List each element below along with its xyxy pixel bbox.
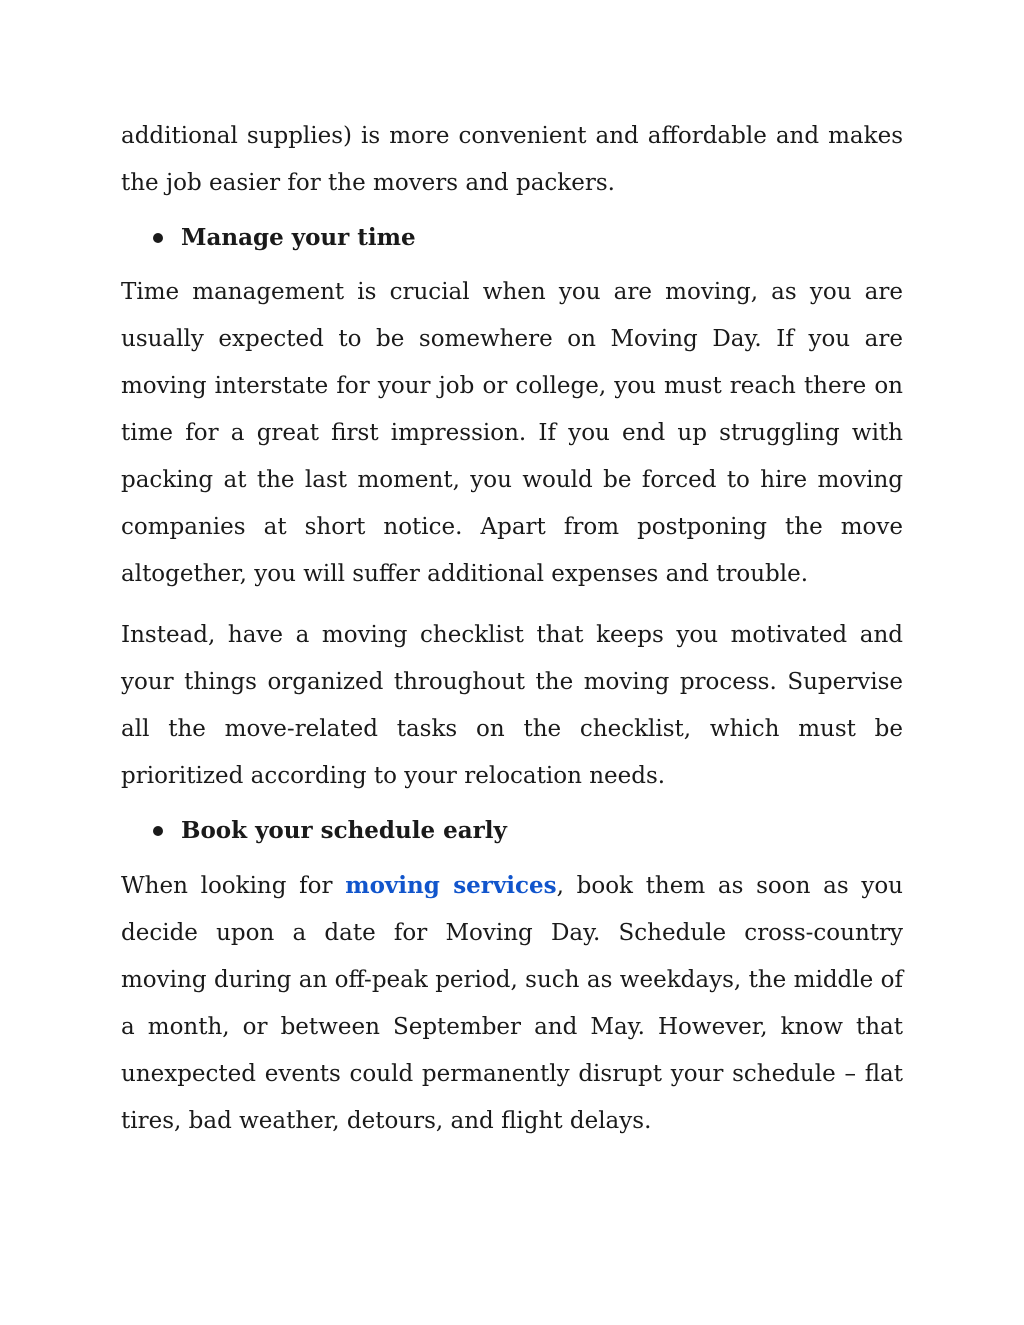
bullet-dot-icon [153, 826, 163, 836]
paragraph-checklist: Instead, have a moving checklist that keeps you motivated and your things organized throughout the moving process. Supervise all the move-related tasks on the checklist, which must be prioritized according to your relocation needs. [121, 622, 903, 789]
bullet-dot-icon [153, 233, 163, 243]
bullet-heading-manage-time [153, 221, 903, 255]
paragraph-book-prefix: When looking for [121, 873, 346, 899]
paragraph-intro: additional supplies) is more convenient and affordable and makes the job easier for the movers and packers. [121, 123, 903, 196]
moving-services-link[interactable]: moving services [345, 872, 557, 899]
heading-book-schedule-text: Book your schedule early [181, 817, 507, 844]
paragraph-time-management: Time management is crucial when you are moving, as you are usually expected to be somewhere on Moving Day. If you are moving interstate for your job or college, you must reach there on time for a great first impression. If you end up struggling with packing at the last moment, you would be forced to hire moving companies at short notice. Apart from postponing the move altogether, you will suffer additional expenses and trouble. [121, 279, 903, 587]
paragraph-book-schedule [121, 862, 903, 1145]
heading-manage-time-text: Manage your time [181, 224, 416, 251]
bullet-heading-book-schedule [153, 814, 903, 848]
paragraph-book-suffix: , book them as soon as you decide upon a date for Moving Day. Schedule cross-country moving during an off-peak period, such as weekdays, the middle of a month, or between September and May. However, know that unexpected events could permanently disrupt your schedule – flat tires, bad weather, detours, and flight delays. [121, 873, 903, 1134]
document-page [121, 113, 903, 1145]
